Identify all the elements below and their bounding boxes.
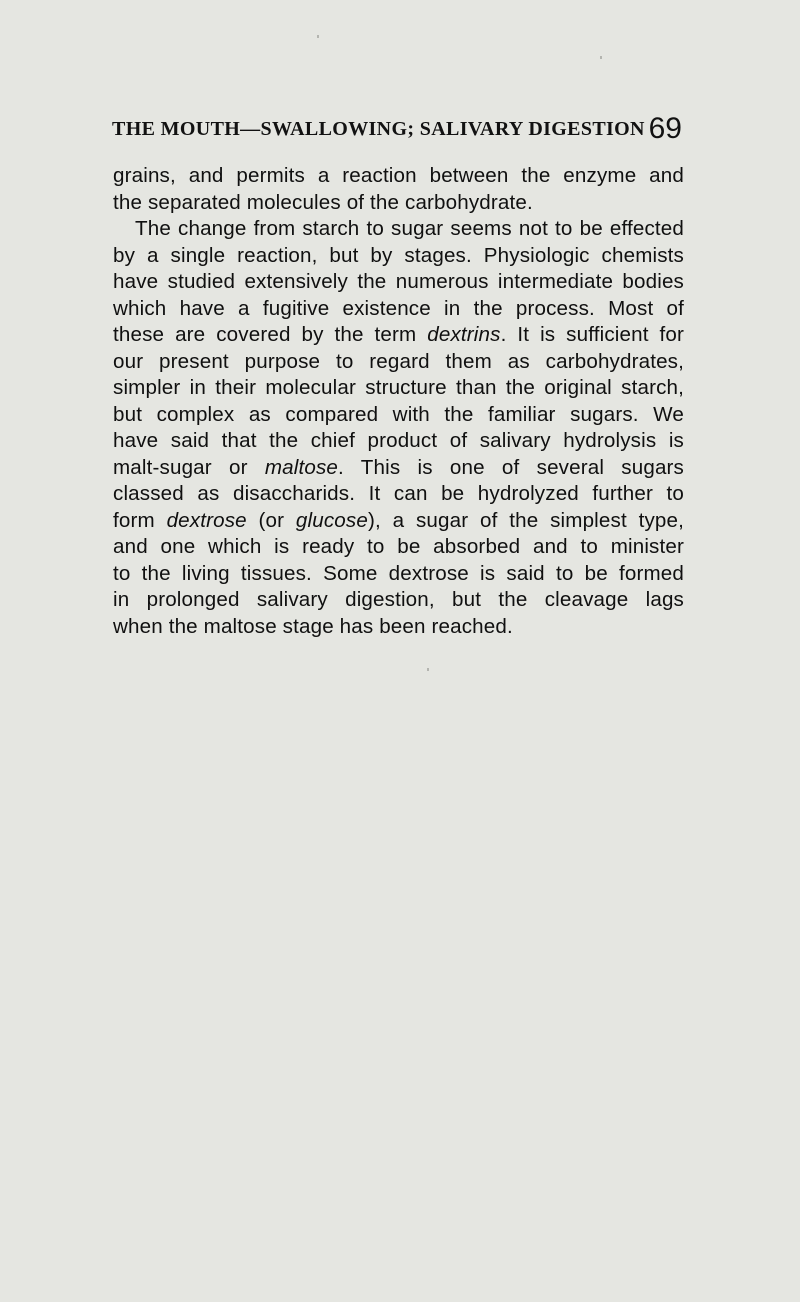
italic-term: glucose xyxy=(295,508,368,532)
text-line: grains, and permits a reaction between the enzyme and xyxy=(113,164,684,187)
text-line: the separated molecules of the carbohydrate. xyxy=(113,190,533,214)
running-title: THE MOUTH—SWALLOWING; SALIVARY DIGESTION xyxy=(112,118,645,140)
text-fragment: (or xyxy=(246,508,296,532)
text-fragment: . This is one of several sugars xyxy=(338,455,685,479)
text-fragment: malt-sugar or xyxy=(113,455,248,479)
text-line: have said that the chief product of salivary hydrolysis is xyxy=(113,429,684,452)
text-fragment: form xyxy=(113,508,155,532)
running-head xyxy=(112,114,682,148)
text-line: classed as disaccharids. It can be hydrolyzed further to xyxy=(113,482,684,505)
paragraph-start-line: The change from starch to sugar seems not to be effected xyxy=(135,217,684,240)
text-line: and one which is ready to be absorbed and to minister xyxy=(113,535,684,558)
text-line: simpler in their molecular structure than the original starch, xyxy=(113,376,684,399)
text-fragment: ), a sugar of the simplest type, xyxy=(367,508,684,532)
text-fragment: these are covered by the term xyxy=(113,323,417,346)
italic-term: dextrose xyxy=(166,508,247,532)
text-line xyxy=(113,508,684,535)
text-line xyxy=(113,455,684,482)
paper-speck xyxy=(600,56,602,59)
text-line: our present purpose to regard them as carbohydrates, xyxy=(113,349,684,373)
text-line: which have a fugitive existence in the process. Most of xyxy=(113,296,684,320)
text-line xyxy=(113,322,684,349)
italic-term: dextrins xyxy=(427,323,501,346)
paper-speck xyxy=(427,668,429,671)
text-line: have studied extensively the numerous intermediate bodies xyxy=(113,270,684,293)
text-line: but complex as compared with the familiar sugars. We xyxy=(113,402,684,426)
page-number: 69 xyxy=(648,112,682,145)
text-line: in prolonged salivary digestion, but the cleavage lags xyxy=(113,588,684,611)
italic-term: maltose xyxy=(264,455,339,479)
text-line: when the maltose stage has been reached. xyxy=(113,614,513,638)
text-fragment: . It is sufficient for xyxy=(500,323,685,346)
text-line: to the living tissues. Some dextrose is said to be formed xyxy=(113,561,684,585)
paper-speck xyxy=(317,35,319,38)
body-text xyxy=(113,163,684,640)
text-line: by a single reaction, but by stages. Physiologic chemists xyxy=(113,243,684,267)
